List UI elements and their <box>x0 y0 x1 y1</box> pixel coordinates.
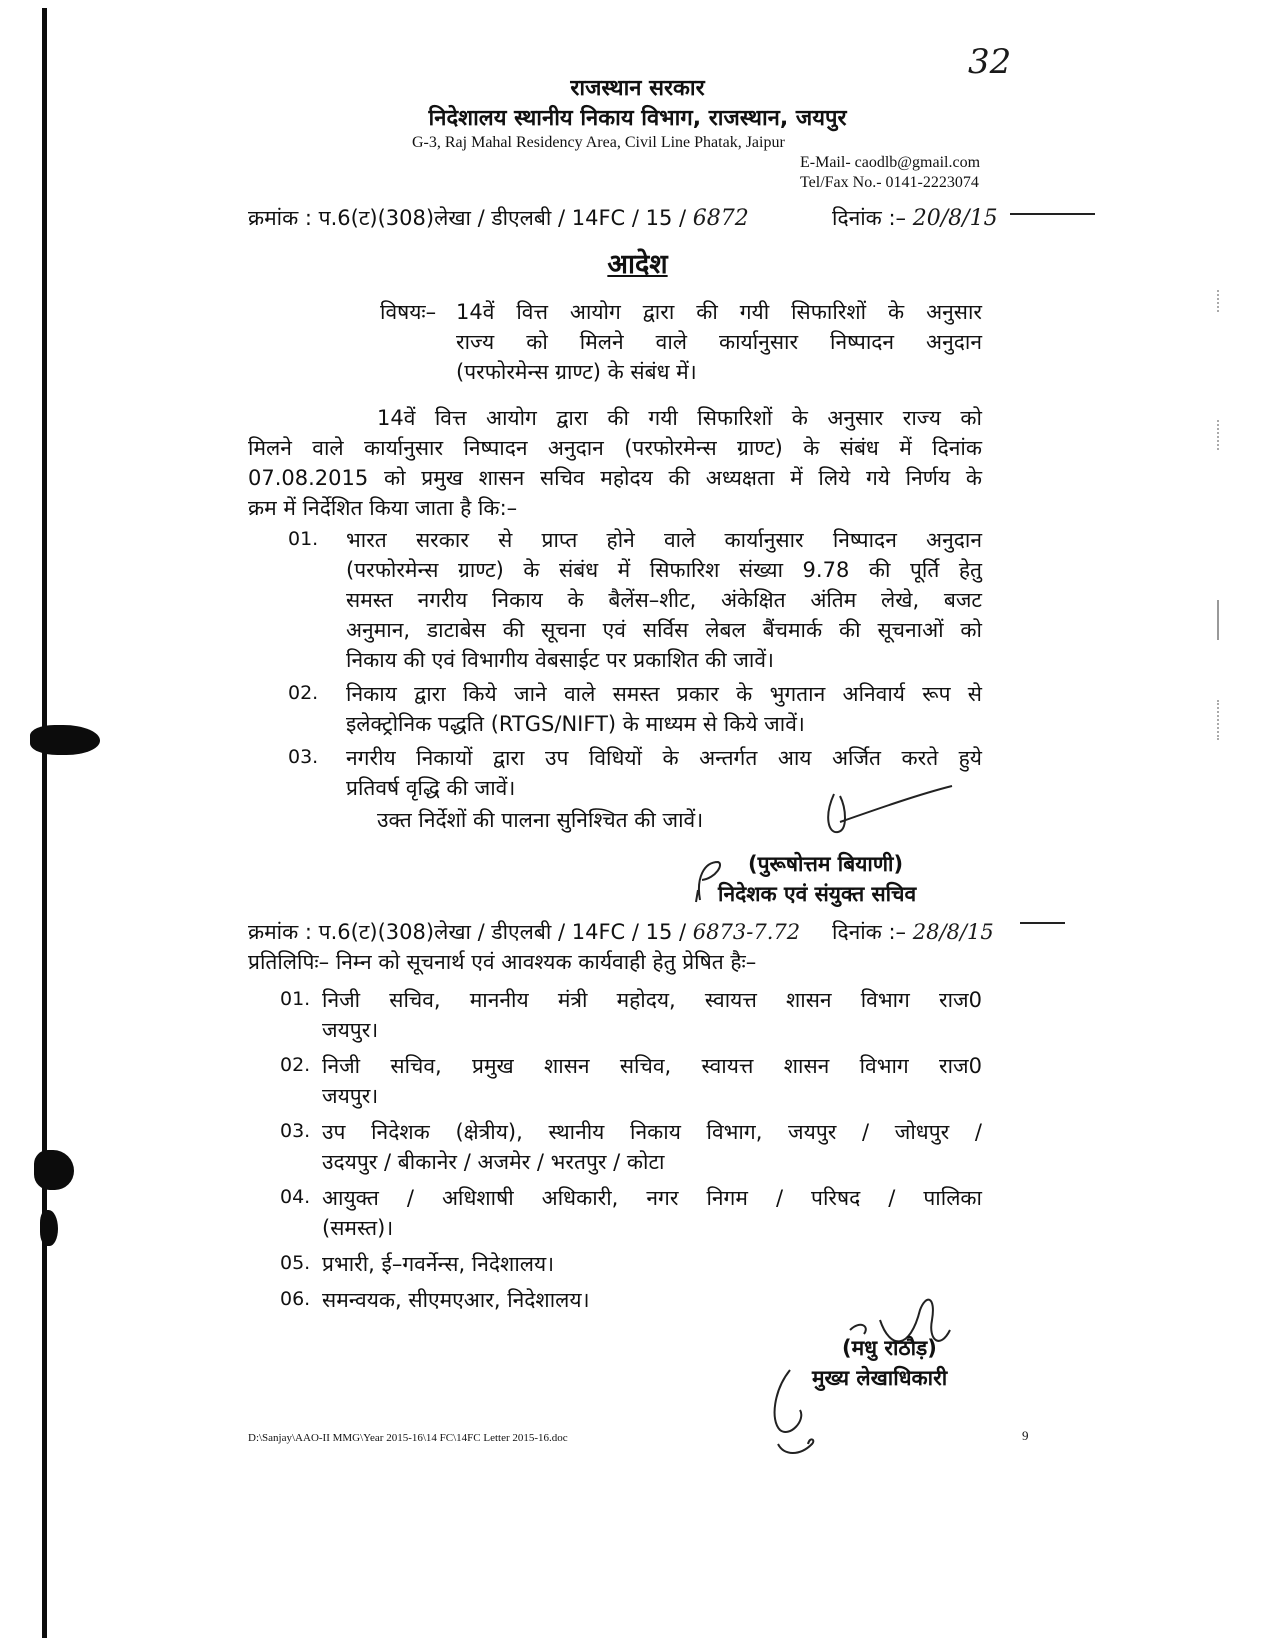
signature-director <box>820 782 960 852</box>
copy-number: 01. <box>280 988 311 1010</box>
subject-line: 14वें वित्त आयोग द्वारा की गयी सिफारिशों के अनुसार <box>456 300 982 324</box>
copy-line: जयपुर। <box>322 1084 379 1108</box>
order-title <box>0 244 1275 281</box>
scan-smudge <box>34 1150 74 1190</box>
subject-line: (परफोरमेन्स ग्राण्ट) के संबंध में। <box>456 360 697 384</box>
signatory-designation: मुख्य लेखाधिकारी <box>812 1366 948 1390</box>
copy-label: प्रतिलिपिः– निम्न को सूचनार्थ एवं आवश्यक कार्यवाही हेतु प्रेषित हैः– <box>248 950 757 974</box>
file-path-footer: D:\Sanjay\AAO-II MMG\Year 2015-16\14 FC\14FC Letter 2015-16.doc <box>248 1432 568 1444</box>
handwritten-stroke <box>1020 922 1065 924</box>
directive-number: 02. <box>288 682 319 704</box>
copy-line: जयपुर। <box>322 1018 379 1042</box>
handwritten-date: 20/8/15 <box>912 206 998 231</box>
compliance-note: उक्त निर्देशों की पालना सुनिश्चित की जावें। <box>377 808 704 832</box>
copy-reference-number <box>248 918 800 946</box>
handwritten-page-mark: 32 <box>968 42 1012 82</box>
scan-mark <box>1217 600 1219 640</box>
reference-number <box>248 204 749 232</box>
tel-fax: Tel/Fax No.- 0141-2223074 <box>800 174 979 191</box>
scan-mark <box>1217 290 1219 312</box>
handwritten-stroke <box>1010 213 1095 215</box>
address: G-3, Raj Mahal Residency Area, Civil Line Phatak, Jaipur <box>412 134 785 151</box>
copy-line: समन्वयक, सीएमएआर, निदेशालय। <box>322 1288 590 1312</box>
directive-line: प्रतिवर्ष वृद्धि की जावें। <box>346 776 516 800</box>
reference-label: क्रमांक : प.6(ट)(308)लेखा / डीएलबी / 14FC / 15 / <box>248 920 687 944</box>
department-name: निदेशालय स्थानीय निकाय विभाग, राजस्थान, जयपुर <box>428 106 847 131</box>
copy-line: उदयपुर / बीकानेर / अजमेर / भरतपुर / कोटा <box>322 1150 665 1174</box>
directive-line: नगरीय निकायों द्वारा उप विधियों के अन्तर्गत आय अर्जित करते हुये <box>346 746 982 770</box>
body-line: मिलने वाले कार्यानुसार निष्पादन अनुदान (परफोरमेन्स ग्राण्ट) के संबंध में दिनांक <box>248 436 982 460</box>
signatory-name: (मधु राठौड़) <box>842 1336 937 1360</box>
scan-smudge <box>30 725 100 755</box>
subject-line: राज्य को मिलने वाले कार्यानुसार निष्पादन अनुदान <box>456 330 982 354</box>
copy-line: उप निदेशक (क्षेत्रीय), स्थानीय निकाय विभाग, जयपुर / जोधपुर / <box>322 1120 982 1144</box>
directive-number: 01. <box>288 528 319 550</box>
directive-line: अनुमान, डाटाबेस की सूचना एवं सर्विस लेबल बैंचमार्क की सूचनाओं को <box>346 618 982 642</box>
copy-number: 03. <box>280 1120 311 1142</box>
page-number: 9 <box>1022 1428 1029 1443</box>
date-label: दिनांक :– <box>832 206 907 230</box>
directive-line: (परफोरमेन्स ग्राण्ट) के संबंध में सिफारिश संख्या 9.78 की पूर्ति हेतु <box>346 558 982 582</box>
copy-line: प्रभारी, ई–गवर्नेन्स, निदेशालय। <box>322 1252 555 1276</box>
directive-line: निकाय की एवं विभागीय वेबसाईट पर प्रकाशित की जावें। <box>346 648 774 672</box>
copy-reference-date <box>832 918 994 946</box>
directive-line: भारत सरकार से प्राप्त होने वाले कार्यानुसार निष्पादन अनुदान <box>346 528 982 552</box>
copy-line: (समस्त)। <box>322 1216 394 1240</box>
reference-label: क्रमांक : प.6(ट)(308)लेखा / डीएलबी / 14FC / 15 / <box>248 206 687 230</box>
copy-number: 04. <box>280 1186 311 1208</box>
date-label: दिनांक :– <box>832 920 907 944</box>
signatory-designation: निदेशक एवं संयुक्त सचिव <box>718 882 917 906</box>
body-line: 07.08.2015 को प्रमुख शासन सचिव महोदय की अध्यक्षता में लिये गये निर्णय के <box>248 466 982 490</box>
scan-smudge <box>40 1210 58 1246</box>
scan-mark <box>1217 700 1219 740</box>
order-title-text: आदेश <box>607 249 668 280</box>
handwritten-reference-no: 6872 <box>692 206 749 231</box>
reference-date <box>832 204 998 232</box>
signatory-name: (पुरूषोत्तम बियाणी) <box>748 852 904 876</box>
govt-name: राजस्थान सरकार <box>570 76 705 101</box>
subject-label: विषयः– <box>380 300 437 324</box>
directive-number: 03. <box>288 746 319 768</box>
directive-line: इलेक्ट्रोनिक पद्धति (RTGS/NIFT) के माध्यम से किये जावें। <box>346 712 805 736</box>
scan-mark <box>1217 420 1219 450</box>
copy-number: 06. <box>280 1288 311 1310</box>
handwritten-reference-no: 6873-7.72 <box>692 920 801 944</box>
email: E-Mail- caodlb@gmail.com <box>800 154 981 171</box>
handwritten-date: 28/8/15 <box>912 920 994 944</box>
copy-number: 02. <box>280 1054 311 1076</box>
directive-line: समस्त नगरीय निकाय के बैलेंस–शीट, अंकेक्षित अंतिम लेखे, बजट <box>346 588 982 612</box>
body-line: 14वें वित्त आयोग द्वारा की गयी सिफारिशों के अनुसार राज्य को <box>377 406 982 430</box>
copy-line: निजी सचिव, प्रमुख शासन सचिव, स्वायत्त शासन विभाग राज0 <box>322 1054 982 1078</box>
directive-line: निकाय द्वारा किये जाने वाले समस्त प्रकार के भुगतान अनिवार्य रूप से <box>346 682 982 706</box>
copy-line: निजी सचिव, माननीय मंत्री महोदय, स्वायत्त शासन विभाग राज0 <box>322 988 982 1012</box>
copy-number: 05. <box>280 1252 311 1274</box>
copy-line: आयुक्त / अधिशाषी अधिकारी, नगर निगम / परिषद / पालिका <box>322 1186 982 1210</box>
body-line: क्रम में निर्देशित किया जाता है कि:– <box>248 496 518 520</box>
